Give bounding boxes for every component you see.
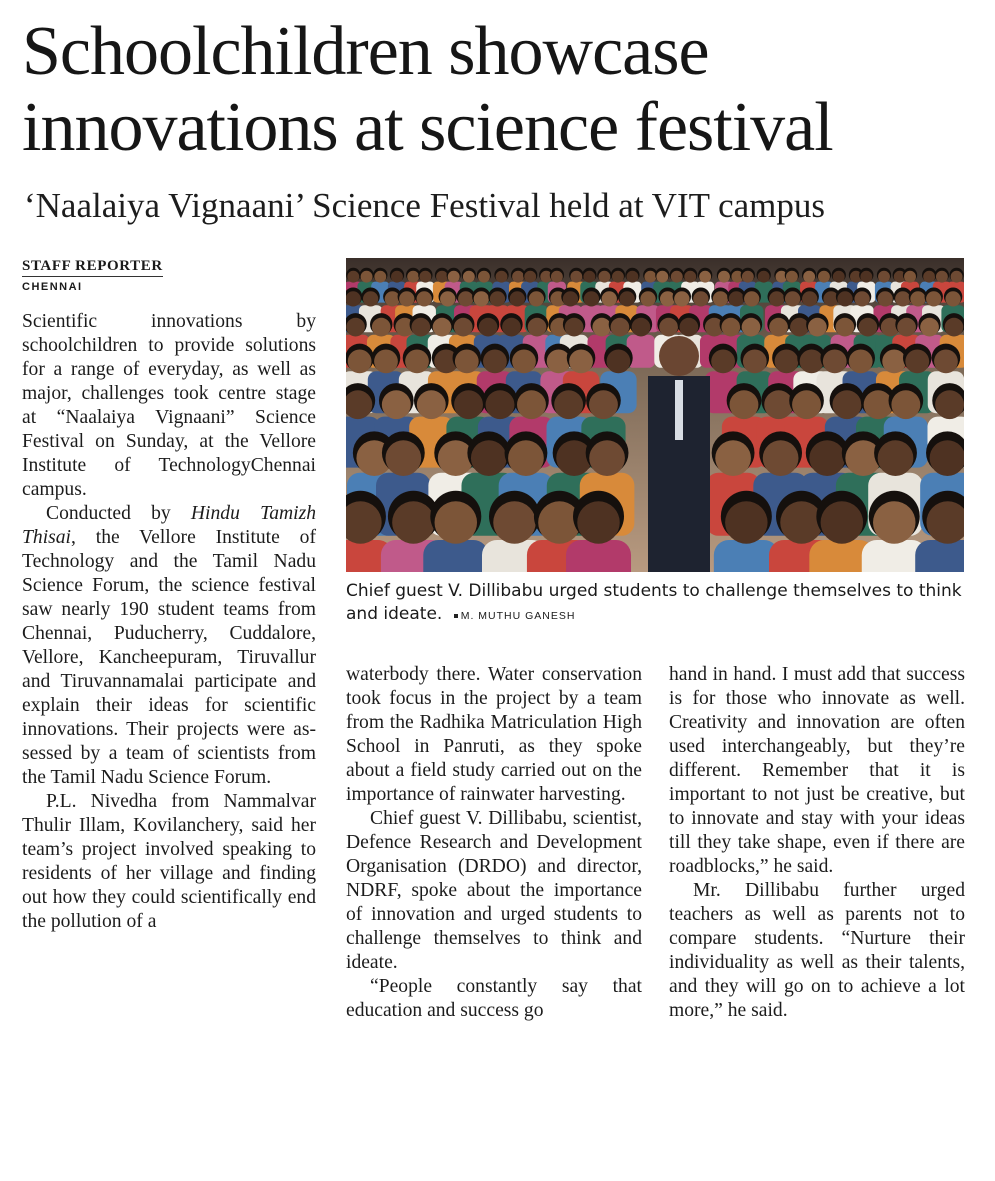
article-column-3 [669, 663, 965, 1023]
crowd-person-face [374, 350, 398, 374]
crowd-person-face [510, 291, 525, 306]
crowd-person-face [528, 318, 547, 337]
crowd-person-face [742, 271, 754, 283]
publication-name: Hindu Tamizh Thisai [22, 503, 317, 548]
crowd-person-face [454, 318, 473, 337]
crowd-person-face [632, 318, 651, 337]
crowd-person-face [713, 291, 728, 306]
crowd-person-face [763, 440, 799, 476]
photo-caption: Chief guest V. Dillibabu urged students to challenge themselves to think and ideate. M. MUTHU GANESH [346, 581, 962, 624]
crowd-person-face [524, 271, 536, 283]
crowd-person-face [769, 318, 788, 337]
crowd-person-face [721, 318, 740, 337]
crowd-person-face [725, 501, 768, 544]
crowd-person-face [904, 271, 916, 283]
paragraph: hand in hand. I must add that success is for those who innovate as well. Creativity and innovation are often used interchangeably, but they’re different. Remember that it is important to not just be creative, but to innovate and stay with your ideas till they take shape, even if there are roadblocks,” he said. [669, 664, 965, 877]
crowd-person-face [399, 291, 414, 306]
crowd-person-face [873, 501, 916, 544]
crowd-person-face [744, 291, 759, 306]
crowd-person-face [769, 291, 784, 306]
crowd-person-face [569, 350, 593, 374]
crowd-person-face [577, 501, 620, 544]
crowd-person-face [592, 318, 611, 337]
crowd-person-face [764, 390, 793, 419]
crowd-person-face [674, 291, 689, 306]
crowd-person-face [693, 291, 708, 306]
crowd-person-face [800, 350, 824, 374]
crowd-person-face [502, 318, 521, 337]
headline-line-1: Schoolchildren showcase [22, 13, 709, 90]
byline: STAFF REPORTER [22, 258, 163, 277]
crowd-person-face [463, 271, 475, 283]
crowd-person-face [612, 271, 624, 283]
crowd-person-face [589, 440, 625, 476]
crowd-person-face [619, 291, 634, 306]
paragraph: Conducted by Hindu Tamizh Thisai, the Vellore Institute of Technology and the Tamil Nadu Science Forum, the science festival saw nearly 190 student teams from Chennai, Puducherry, Cuddalore, Vellore, Kancheepuram, Tiruvallur and Tiruvannamalai participate and explain their ideas for scientific innovations. Their projects were assessed by a team of scientists from the Tamil Nadu Science Forum. [22, 503, 317, 788]
crowd-person-face [792, 390, 821, 419]
crowd-person-face [626, 271, 638, 283]
crowd-person-face [864, 390, 893, 419]
photo-credit: M. MUTHU GANESH [454, 610, 576, 622]
crowd-person-face [802, 291, 817, 306]
crowd-person-body [915, 540, 964, 572]
crowd-person-face [479, 318, 498, 337]
crowd-person-face [644, 271, 656, 283]
crowd-person-face [923, 271, 935, 283]
crowd-person-face [684, 271, 696, 283]
crowd-person-face [372, 318, 391, 337]
crowd-person-face [454, 390, 483, 419]
crowd-person-face [780, 501, 823, 544]
crowd-person-face [391, 271, 403, 283]
crowd-person-face [897, 318, 916, 337]
crowd-person-face [656, 271, 668, 283]
crowd-person-face [385, 291, 400, 306]
crowd-person-face [718, 271, 730, 283]
crowd-person-face [910, 291, 925, 306]
subheadline: ‘Naalaiya Vignaani’ Science Festival held at VIT campus [24, 186, 826, 225]
crowd-person-face [547, 350, 571, 374]
paragraph: Chief guest V. Dillibabu, scientist, Defence Research and Development Organisation (DRDO) and director, NDRF, spoke about the importance of innovation and urged students to challenge themselves to think and ideate. [346, 808, 642, 973]
crowd-person-face [363, 291, 378, 306]
headline [22, 14, 982, 166]
crowd-person-face [407, 271, 419, 283]
crowd-person-face [478, 271, 490, 283]
dateline: CHENNAI [22, 281, 83, 293]
crowd-person-face [920, 318, 939, 337]
crowd-person-face [417, 390, 446, 419]
crowd-person-face [496, 271, 508, 283]
crowd-person-face [711, 350, 735, 374]
crowd-person-face [385, 440, 421, 476]
crowd-person-face [517, 390, 546, 419]
paragraph: “People constantly say that education and success go [346, 976, 642, 1021]
crowd-person-face [348, 350, 372, 374]
crowd-person-face [809, 440, 845, 476]
crowd-person-body [423, 540, 488, 572]
crowd-person-face [936, 271, 948, 283]
crowd-person-face [554, 390, 583, 419]
crowd-person-face [436, 271, 448, 283]
crowd-person-face [583, 271, 595, 283]
crowd-person-face [486, 390, 515, 419]
news-photo [346, 258, 964, 572]
crowd-person-face [680, 318, 699, 337]
paragraph: Mr. Dillibabu further urged teachers as well as parents not to compare students. “Nurture their individuality as well as their talents, and they will go on to achieve a lot more,” he said. [669, 880, 965, 1021]
paragraph: Scientific innovations by schoolchildren to provide solutions for a range of everyday, as well as major, challenges took centre stage at “Naalaiya Vignaani” Science Festival on Sunday, at the Vellore Institute of TechnologyChennai campus. [22, 311, 316, 500]
crowd-person-face [493, 501, 536, 544]
crowd-person-face [419, 271, 431, 283]
crowd-person-face [758, 271, 770, 283]
crowd-person-face [835, 318, 854, 337]
crowd-person-face [934, 350, 958, 374]
crowd-person-face [435, 501, 478, 544]
crowd-person-face [382, 390, 411, 419]
crowd-person-face [361, 271, 373, 283]
crowd-person-face [743, 350, 767, 374]
crowd-person-face [417, 291, 432, 306]
crowd-person-face [821, 501, 864, 544]
crowd-person-face [607, 350, 631, 374]
crowd-person-face [790, 318, 809, 337]
crowd-person-face [455, 350, 479, 374]
crowd-person-face [742, 318, 761, 337]
crowd-person-face [565, 318, 584, 337]
crowd-person-face [945, 318, 964, 337]
crowd-person-face [529, 291, 544, 306]
crowd-person-face [508, 440, 544, 476]
crowd-person-face [715, 440, 751, 476]
crowd-person-face [837, 291, 852, 306]
crowd-person-face [818, 271, 830, 283]
crowd-person-face [671, 271, 683, 283]
crowd-person-face [786, 271, 798, 283]
crowd-person-face [775, 350, 799, 374]
crowd-person-face [699, 271, 711, 283]
paragraph: P.L. Nivedha from Nammalvar Thulir Illam, Kovilanchery, said her team’s project involved speaking to residents of her village and finding out how they could scientifically end the pollution of a [22, 791, 316, 932]
crowd-person-face [411, 318, 430, 337]
crowd-person-face [659, 318, 678, 337]
crowd-person-face [785, 291, 800, 306]
crowd-person-face [891, 390, 920, 419]
crowd-person-face [347, 271, 359, 283]
crowd-person-face [598, 271, 610, 283]
crowd-person-face [930, 440, 964, 476]
crowd-person-face [895, 291, 910, 306]
crowd-person-face [374, 271, 386, 283]
crowd-person-face [512, 350, 536, 374]
crowd-person-face [730, 390, 759, 419]
crowd-person-face [854, 291, 869, 306]
crowd-person-face [878, 291, 893, 306]
crowd-person-face [405, 350, 429, 374]
crowd-person-face [832, 390, 861, 419]
crowd-person-face [433, 318, 452, 337]
crowd-person-face [611, 318, 630, 337]
crowd-person-face [448, 271, 460, 283]
crowd-person-face [346, 318, 365, 337]
crowd-person-face [551, 271, 563, 283]
crowd-person-face [926, 291, 941, 306]
crowd-person-face [823, 350, 847, 374]
crowd-person-face [483, 350, 507, 374]
headline-line-2: innovations at science festival [22, 89, 833, 166]
crowd-person-face [440, 291, 455, 306]
crowd-person-face [584, 291, 599, 306]
crowd-person-face [951, 271, 963, 283]
crowd-person-face [833, 271, 845, 283]
crowd-person-face [729, 291, 744, 306]
crowd-person-face [808, 318, 827, 337]
crowd-person-face [589, 390, 618, 419]
crowd-person-face [640, 291, 655, 306]
crowd-person-face [878, 271, 890, 283]
crowd-person-face [882, 350, 906, 374]
crowd-person-face [346, 291, 361, 306]
crowd-person-face [945, 291, 960, 306]
article-column-1 [22, 310, 316, 934]
crowd-person-face [905, 350, 929, 374]
crowd-person-face [602, 291, 617, 306]
paragraph: waterbody there. Water conservation took focus in the project by a team from the Radhika Matriculation High School in Panruti, as they spoke about a field study carried out on the importance of rainwater harvesting. [346, 664, 642, 805]
crowd-person-face [803, 271, 815, 283]
crowd-person-face [859, 318, 878, 337]
crowd-person-face [860, 271, 872, 283]
article-column-2 [346, 663, 642, 1023]
crowd-person-body [566, 540, 631, 572]
crowd-person-face [570, 271, 582, 283]
crowd-person-face [512, 271, 524, 283]
crowd-person-face [935, 390, 964, 419]
crowd-person-face [474, 291, 489, 306]
crowd-person-face [392, 501, 435, 544]
crowd-person-face [563, 291, 578, 306]
crowd-person-face [849, 350, 873, 374]
crowd-person-face [878, 440, 914, 476]
crowd-photo-illustration [346, 258, 964, 572]
crowd-person-face [471, 440, 507, 476]
crowd-person-face [490, 291, 505, 306]
crowd-person-face [458, 291, 473, 306]
